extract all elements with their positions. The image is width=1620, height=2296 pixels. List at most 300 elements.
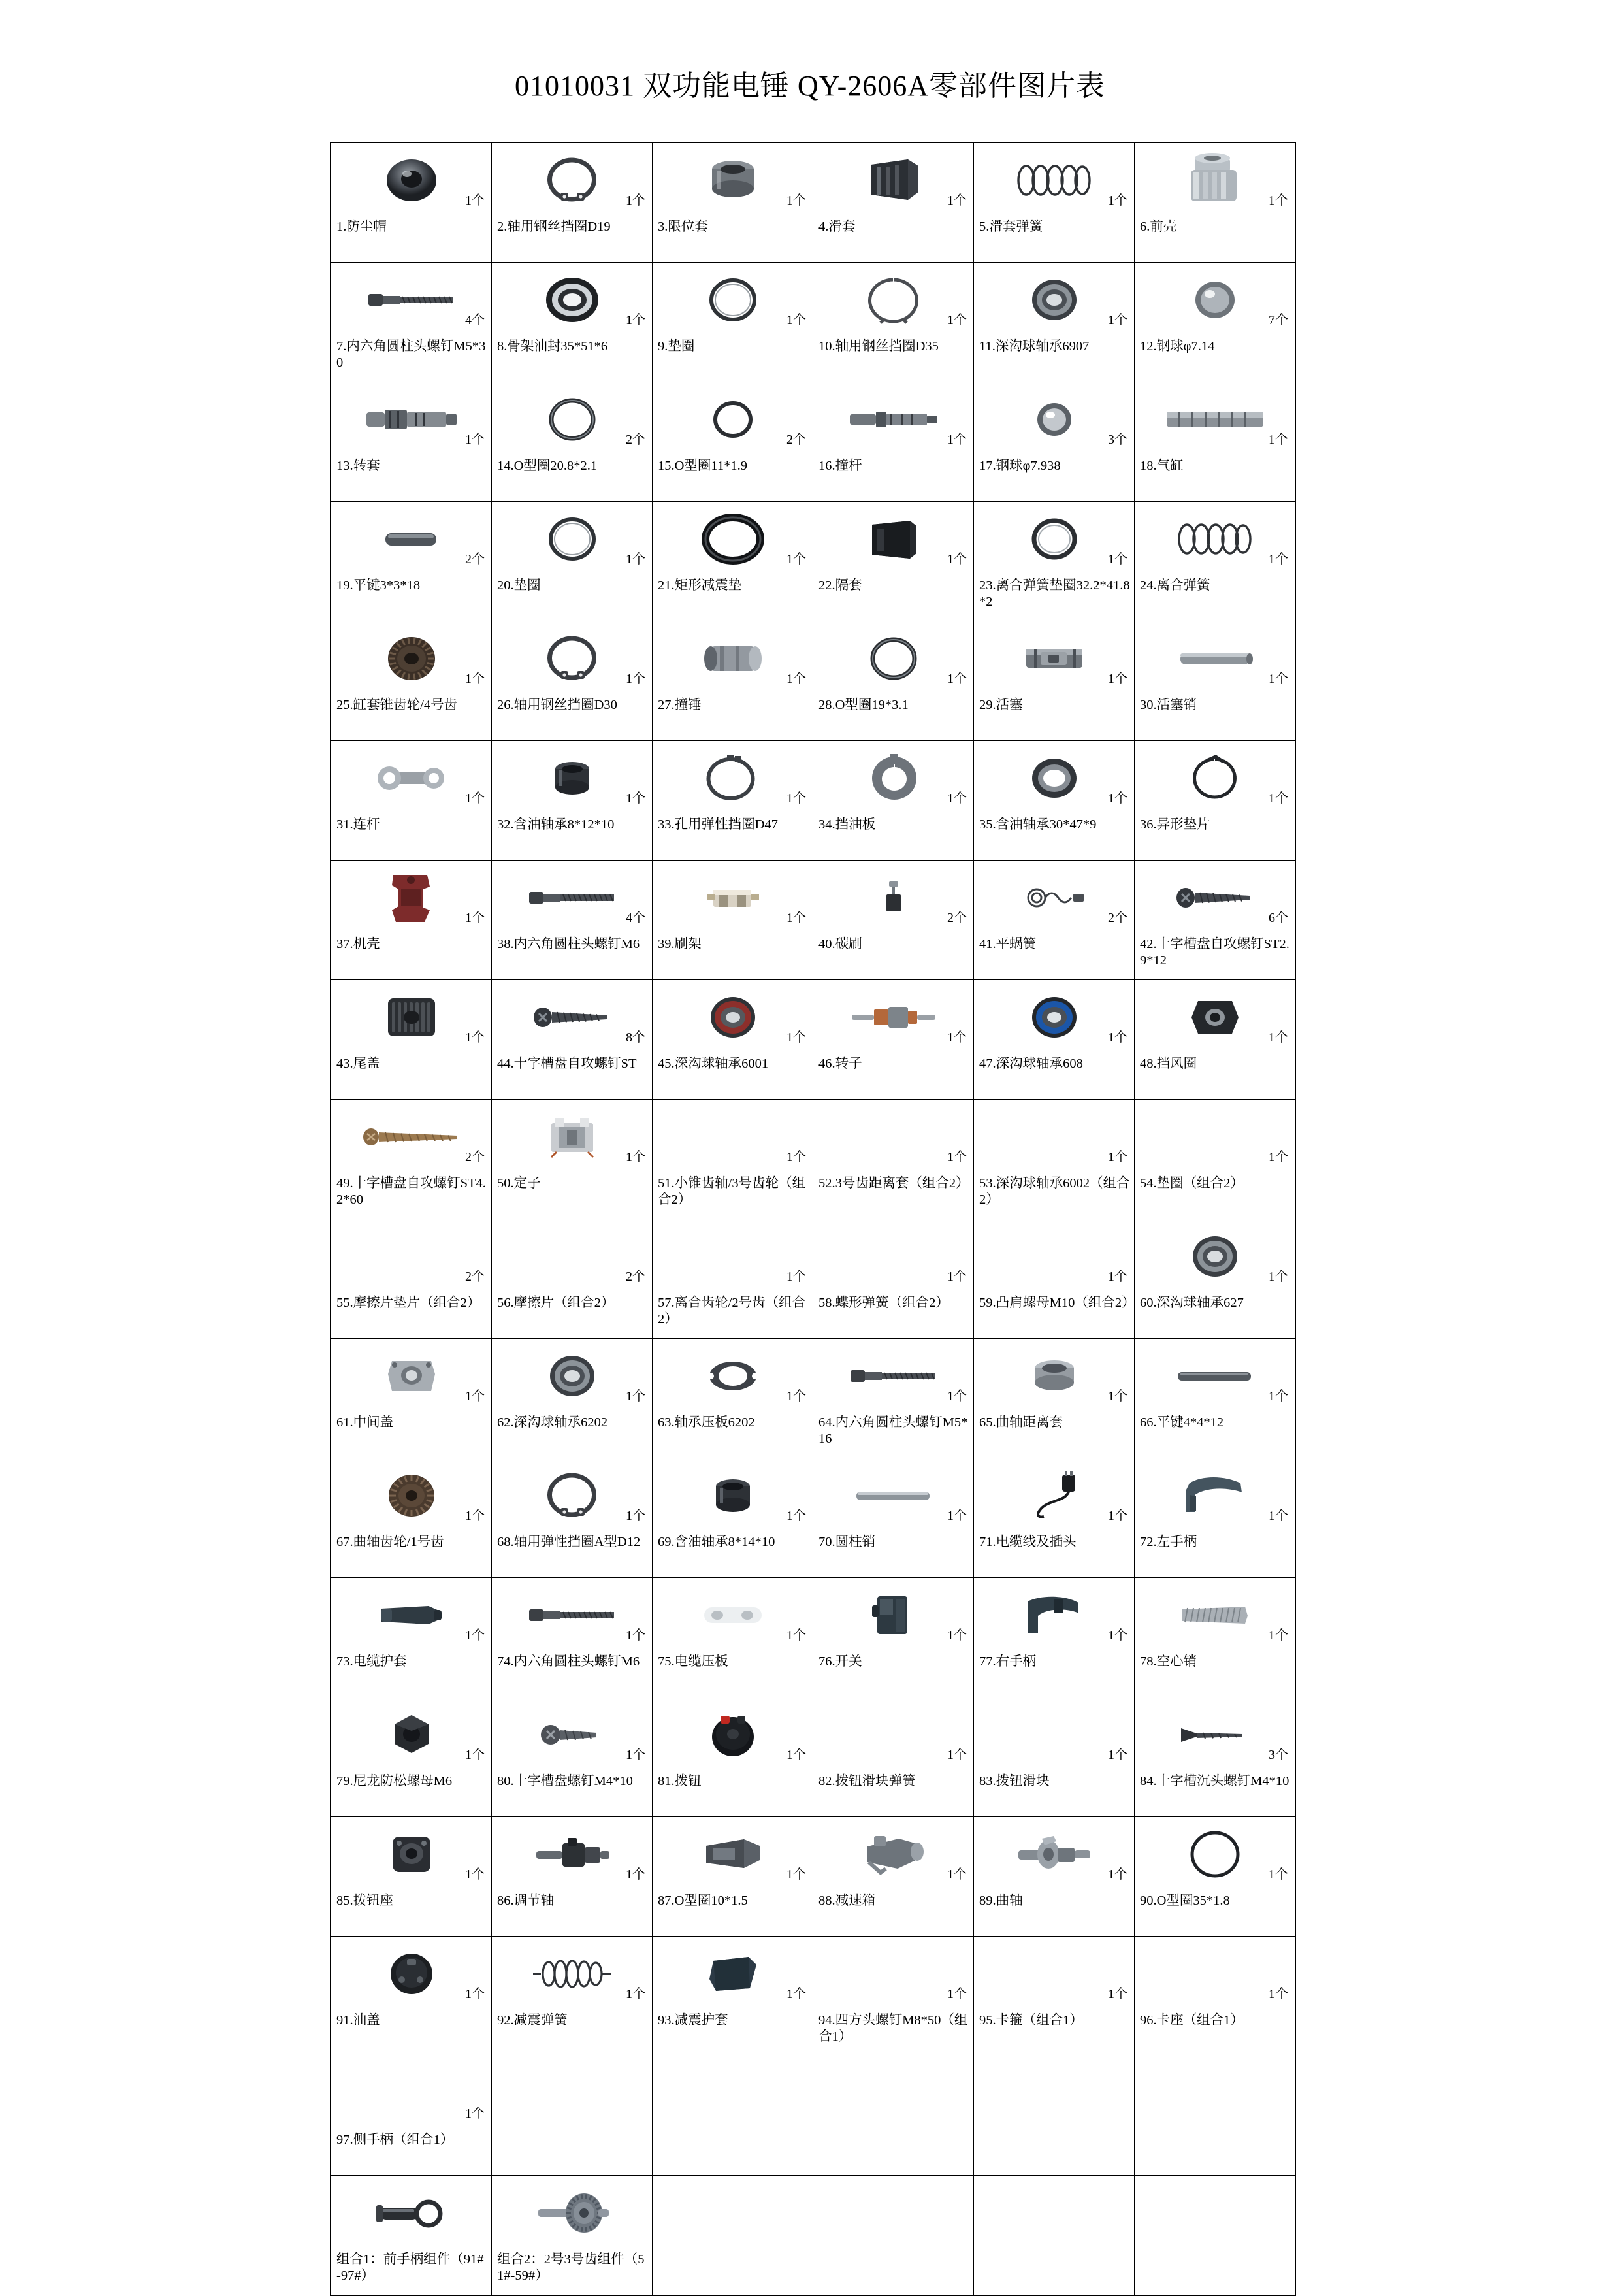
part-cell — [653, 142, 813, 263]
part-cell-inner — [492, 502, 652, 621]
part-quantity: 2个 — [1108, 911, 1127, 925]
part-quantity: 1个 — [947, 313, 967, 327]
part-label: 56.摩擦片（组合2） — [497, 1296, 615, 1310]
part-label: 23.离合弹簧垫圈32.2*41.8*2 — [979, 578, 1130, 609]
part-label: 78.空心销 — [1140, 1654, 1197, 1669]
part-quantity: 1个 — [626, 1867, 645, 1882]
part-cell-inner — [653, 1339, 813, 1458]
part-cell — [331, 1937, 492, 2056]
part-cell-inner — [653, 263, 813, 382]
part-cell — [813, 1458, 974, 1578]
part-cell — [492, 2176, 653, 2296]
table-row — [331, 1697, 1295, 1817]
part-quantity: 1个 — [1108, 552, 1127, 566]
part-label: 52.3号齿距离套（组合2） — [818, 1176, 969, 1190]
part-cell — [331, 142, 492, 263]
part-quantity: 1个 — [1108, 1270, 1127, 1284]
part-quantity: 1个 — [1108, 1987, 1127, 2001]
part-quantity: 1个 — [1269, 1628, 1288, 1643]
part-label: 70.圆柱销 — [818, 1535, 876, 1549]
part-cell-empty — [653, 2176, 813, 2296]
part-label: 87.O型圈10*1.5 — [658, 1894, 748, 1908]
part-cell-inner — [331, 2056, 491, 2175]
part-label: 45.深沟球轴承6001 — [658, 1057, 769, 1071]
part-quantity: 2个 — [786, 433, 806, 447]
part-cell-inner — [653, 1937, 813, 2056]
part-label: 35.含油轴承30*47*9 — [979, 817, 1097, 832]
part-label: 1.防尘帽 — [336, 220, 387, 234]
part-label: 9.垫圈 — [658, 339, 695, 353]
part-cell-inner — [492, 1100, 652, 1219]
part-label: 7.内六角圆柱头螺钉M5*30 — [336, 339, 486, 370]
part-cell-inner — [813, 1578, 973, 1697]
part-cell-inner — [813, 2056, 973, 2175]
part-cell — [331, 1100, 492, 1219]
part-label: 73.电缆护套 — [336, 1654, 407, 1669]
part-cell-empty — [492, 2056, 653, 2176]
part-quantity: 1个 — [626, 552, 645, 566]
part-cell — [1135, 621, 1296, 741]
part-cell — [1135, 1100, 1296, 1219]
part-cell — [1135, 861, 1296, 980]
part-quantity: 2个 — [626, 1270, 645, 1284]
part-label: 62.深沟球轴承6202 — [497, 1415, 608, 1430]
part-cell-inner — [1135, 1339, 1295, 1458]
part-cell — [331, 980, 492, 1100]
part-label: 77.右手柄 — [979, 1654, 1037, 1669]
part-cell-inner — [492, 621, 652, 740]
part-cell — [813, 1339, 974, 1458]
part-cell-inner — [1135, 2056, 1295, 2175]
part-cell — [974, 1100, 1135, 1219]
part-quantity: 4个 — [465, 313, 485, 327]
part-cell — [1135, 1219, 1296, 1339]
part-cell-inner — [974, 143, 1134, 262]
part-cell — [813, 263, 974, 382]
part-quantity: 1个 — [1269, 1867, 1288, 1882]
part-quantity: 1个 — [465, 1987, 485, 2001]
part-label: 96.卡座（组合1） — [1140, 2013, 1244, 2027]
part-cell — [813, 861, 974, 980]
part-label: 55.摩擦片垫片（组合2） — [336, 1296, 481, 1310]
part-quantity: 1个 — [626, 1628, 645, 1643]
part-cell-inner — [331, 1458, 491, 1577]
part-label: 75.电缆压板 — [658, 1654, 728, 1669]
table-row — [331, 2176, 1295, 2296]
part-quantity: 1个 — [786, 1150, 806, 1164]
part-quantity: 1个 — [626, 313, 645, 327]
part-cell-inner — [331, 143, 491, 262]
part-cell — [1135, 1937, 1296, 2056]
part-label: 10.轴用钢丝挡圈D35 — [818, 339, 939, 353]
part-label: 79.尼龙防松螺母M6 — [336, 1774, 453, 1788]
part-quantity: 1个 — [1269, 1509, 1288, 1523]
part-label: 13.转套 — [336, 459, 380, 473]
table-row — [331, 1578, 1295, 1697]
part-cell — [1135, 1578, 1296, 1697]
part-quantity: 1个 — [947, 1150, 967, 1164]
part-cell — [653, 1817, 813, 1937]
part-label: 54.垫圈（组合2） — [1140, 1176, 1244, 1190]
part-cell — [653, 382, 813, 502]
part-quantity: 1个 — [465, 1509, 485, 1523]
part-quantity: 1个 — [947, 552, 967, 566]
part-quantity: 1个 — [786, 1270, 806, 1284]
part-label: 74.内六角圆柱头螺钉M6 — [497, 1654, 640, 1669]
part-quantity: 1个 — [786, 552, 806, 566]
part-label: 82.拨钮滑块弹簧 — [818, 1774, 916, 1788]
part-cell-inner — [492, 1697, 652, 1816]
part-quantity: 1个 — [786, 1987, 806, 2001]
part-label: 38.内六角圆柱头螺钉M6 — [497, 937, 640, 951]
part-cell-inner — [974, 1697, 1134, 1816]
part-label: 32.含油轴承8*12*10 — [497, 817, 615, 832]
part-cell-inner — [974, 1100, 1134, 1219]
part-cell — [492, 980, 653, 1100]
part-label: 97.侧手柄（组合1） — [336, 2133, 454, 2147]
part-cell-empty — [653, 2056, 813, 2176]
gear-assembly-icon — [492, 2176, 652, 2246]
part-cell — [653, 1578, 813, 1697]
part-label: 50.定子 — [497, 1176, 541, 1190]
part-label: 85.拨钮座 — [336, 1894, 394, 1908]
part-cell-inner — [653, 1458, 813, 1577]
part-label: 30.活塞销 — [1140, 698, 1197, 712]
part-label: 24.离合弹簧 — [1140, 578, 1210, 593]
part-cell — [331, 1219, 492, 1339]
part-label: 67.曲轴齿轮/1号齿 — [336, 1535, 444, 1549]
part-cell — [974, 1458, 1135, 1578]
part-quantity: 1个 — [786, 672, 806, 686]
part-quantity: 1个 — [1108, 313, 1127, 327]
part-cell — [1135, 980, 1296, 1100]
part-quantity: 1个 — [1108, 1628, 1127, 1643]
part-label: 72.左手柄 — [1140, 1535, 1197, 1549]
part-quantity: 1个 — [1269, 193, 1288, 208]
part-quantity: 1个 — [465, 433, 485, 447]
part-cell-inner — [974, 502, 1134, 621]
part-cell-empty — [813, 2176, 974, 2296]
part-cell-inner — [331, 980, 491, 1099]
table-row — [331, 502, 1295, 621]
part-cell — [1135, 1697, 1296, 1817]
part-cell — [813, 1937, 974, 2056]
part-cell — [1135, 1817, 1296, 1937]
part-cell-inner — [974, 382, 1134, 501]
part-cell-inner — [653, 382, 813, 501]
part-label: 12.钢球φ7.14 — [1140, 339, 1215, 353]
table-row — [331, 980, 1295, 1100]
part-quantity: 1个 — [1269, 1270, 1288, 1284]
part-quantity: 2个 — [465, 1150, 485, 1164]
part-quantity: 1个 — [947, 672, 967, 686]
part-cell — [813, 1100, 974, 1219]
part-cell-inner — [492, 741, 652, 860]
part-label: 80.十字槽盘螺钉M4*10 — [497, 1774, 633, 1788]
part-cell-inner — [813, 382, 973, 501]
part-cell — [331, 621, 492, 741]
part-cell — [492, 502, 653, 621]
part-cell-inner — [331, 621, 491, 740]
part-label: 92.减震弹簧 — [497, 2013, 568, 2027]
part-cell-inner — [492, 143, 652, 262]
part-label: 41.平蜗簧 — [979, 937, 1037, 951]
part-cell — [492, 1697, 653, 1817]
parts-table — [330, 142, 1296, 2296]
part-cell-inner — [492, 1817, 652, 1936]
part-label: 27.撞锤 — [658, 698, 702, 712]
part-quantity: 1个 — [947, 1389, 967, 1403]
part-cell-inner — [1135, 1817, 1295, 1936]
part-cell — [331, 1697, 492, 1817]
part-cell — [974, 741, 1135, 861]
part-cell-inner — [653, 2056, 813, 2175]
part-label: 6.前壳 — [1140, 220, 1177, 234]
part-label: 90.O型圈35*1.8 — [1140, 1894, 1230, 1908]
part-quantity: 1个 — [465, 911, 485, 925]
table-row — [331, 621, 1295, 741]
part-cell-inner — [974, 1578, 1134, 1697]
parts-table-wrapper — [330, 142, 1290, 2296]
part-cell-inner — [653, 741, 813, 860]
part-cell — [813, 741, 974, 861]
part-cell — [492, 741, 653, 861]
part-cell — [331, 1458, 492, 1578]
part-cell — [492, 1219, 653, 1339]
part-cell — [813, 142, 974, 263]
part-label: 36.异形垫片 — [1140, 817, 1210, 832]
part-quantity: 1个 — [1108, 1150, 1127, 1164]
part-quantity: 8个 — [626, 1030, 645, 1045]
part-label: 84.十字槽沉头螺钉M4*10 — [1140, 1774, 1289, 1788]
part-cell — [974, 861, 1135, 980]
part-cell — [974, 1578, 1135, 1697]
part-label: 61.中间盖 — [336, 1415, 394, 1430]
part-label: 68.轴用弹性挡圈A型D12 — [497, 1535, 641, 1549]
part-quantity: 1个 — [1108, 1509, 1127, 1523]
part-label: 39.刷架 — [658, 937, 702, 951]
part-cell-inner — [813, 1100, 973, 1219]
part-label: 93.减震护套 — [658, 2013, 728, 2027]
part-cell — [492, 1817, 653, 1937]
part-label: 33.孔用弹性挡圈D47 — [658, 817, 778, 832]
part-label: 53.深沟球轴承6002（组合2） — [979, 1176, 1130, 1207]
part-cell-inner — [974, 1937, 1134, 2056]
table-row — [331, 1458, 1295, 1578]
part-quantity: 6个 — [1269, 911, 1288, 925]
part-label: 66.平键4*4*12 — [1140, 1415, 1224, 1430]
part-quantity: 1个 — [1269, 1150, 1288, 1164]
part-cell-inner — [331, 1339, 491, 1458]
part-cell-inner — [813, 1817, 973, 1936]
part-quantity: 1个 — [465, 1030, 485, 1045]
part-cell — [974, 142, 1135, 263]
part-quantity: 1个 — [947, 1867, 967, 1882]
part-cell-inner — [974, 1339, 1134, 1458]
table-row — [331, 1339, 1295, 1458]
part-label: 88.减速箱 — [818, 1894, 876, 1908]
part-cell — [653, 1697, 813, 1817]
part-quantity: 1个 — [947, 1270, 967, 1284]
part-quantity: 1个 — [786, 911, 806, 925]
part-quantity: 1个 — [465, 1628, 485, 1643]
part-cell-inner — [492, 1458, 652, 1577]
table-row — [331, 1100, 1295, 1219]
part-cell-inner — [492, 861, 652, 979]
part-cell-inner — [1135, 621, 1295, 740]
part-cell-inner — [331, 1100, 491, 1219]
part-quantity: 1个 — [1108, 1389, 1127, 1403]
part-quantity: 2个 — [465, 1270, 485, 1284]
part-cell — [974, 1339, 1135, 1458]
part-cell-inner — [813, 2176, 973, 2295]
part-cell-inner — [653, 1219, 813, 1338]
part-cell-inner — [492, 263, 652, 382]
part-quantity: 1个 — [1269, 433, 1288, 447]
part-cell — [492, 621, 653, 741]
part-quantity: 1个 — [626, 1150, 645, 1164]
part-cell-inner — [653, 502, 813, 621]
part-cell-inner — [331, 1219, 491, 1338]
part-cell-inner — [653, 143, 813, 262]
table-row — [331, 263, 1295, 382]
part-cell — [974, 1697, 1135, 1817]
part-label: 40.碳刷 — [818, 937, 862, 951]
part-cell — [331, 263, 492, 382]
part-cell — [331, 1817, 492, 1937]
part-cell-empty — [974, 2176, 1135, 2296]
table-row — [331, 142, 1295, 263]
part-cell-inner — [492, 980, 652, 1099]
part-quantity: 1个 — [786, 1867, 806, 1882]
part-label: 4.滑套 — [818, 220, 856, 234]
part-label: 34.挡油板 — [818, 817, 876, 832]
part-cell — [331, 1339, 492, 1458]
part-cell — [813, 1817, 974, 1937]
part-cell — [1135, 741, 1296, 861]
part-quantity: 1个 — [947, 193, 967, 208]
part-cell — [492, 1100, 653, 1219]
part-cell — [813, 502, 974, 621]
part-cell — [1135, 263, 1296, 382]
part-cell-empty — [1135, 2176, 1296, 2296]
part-cell — [492, 142, 653, 263]
part-label: 15.O型圈11*1.9 — [658, 459, 748, 473]
part-label: 64.内六角圆柱头螺钉M5*16 — [818, 1415, 968, 1446]
part-quantity: 1个 — [947, 1628, 967, 1643]
part-cell-inner — [331, 1578, 491, 1697]
part-cell-empty — [813, 2056, 974, 2176]
part-cell — [813, 1219, 974, 1339]
part-label: 76.开关 — [818, 1654, 862, 1669]
part-quantity: 1个 — [1269, 1987, 1288, 2001]
part-cell — [813, 1578, 974, 1697]
part-label: 94.四方头螺钉M8*50（组合1） — [818, 2013, 968, 2044]
part-label: 28.O型圈19*3.1 — [818, 698, 909, 712]
part-cell-inner — [974, 2176, 1134, 2295]
part-cell — [1135, 1458, 1296, 1578]
part-cell — [1135, 502, 1296, 621]
part-quantity: 1个 — [1269, 791, 1288, 806]
part-cell — [813, 382, 974, 502]
part-cell — [653, 1937, 813, 2056]
part-cell-inner — [1135, 1937, 1295, 2056]
part-cell — [1135, 142, 1296, 263]
part-quantity: 1个 — [1108, 193, 1127, 208]
part-cell — [331, 1578, 492, 1697]
part-cell — [974, 1817, 1135, 1937]
part-cell-inner — [974, 980, 1134, 1099]
part-label: 5.滑套弹簧 — [979, 220, 1043, 234]
part-cell-inner — [653, 980, 813, 1099]
part-cell-inner — [653, 2176, 813, 2295]
part-cell-inner — [331, 502, 491, 621]
part-cell — [974, 263, 1135, 382]
part-cell-inner — [331, 382, 491, 501]
part-label: 86.调节轴 — [497, 1894, 555, 1908]
part-cell — [813, 980, 974, 1100]
part-label: 49.十字槽盘自攻螺钉ST4.2*60 — [336, 1176, 486, 1207]
part-label: 46.转子 — [818, 1057, 862, 1071]
part-cell-empty — [974, 2056, 1135, 2176]
part-quantity: 2个 — [626, 433, 645, 447]
part-cell — [974, 621, 1135, 741]
part-cell — [492, 1937, 653, 2056]
part-cell-inner — [1135, 861, 1295, 979]
part-cell-inner — [492, 1219, 652, 1338]
part-quantity: 1个 — [465, 1867, 485, 1882]
part-cell-inner — [331, 741, 491, 860]
part-cell-inner — [653, 1817, 813, 1936]
part-label: 19.平键3*3*18 — [336, 578, 421, 593]
part-cell-inner — [974, 1817, 1134, 1936]
part-cell — [492, 1339, 653, 1458]
part-cell-inner — [1135, 1697, 1295, 1816]
part-cell-inner — [813, 502, 973, 621]
part-cell — [653, 1339, 813, 1458]
part-label: 14.O型圈20.8*2.1 — [497, 459, 598, 473]
part-cell-inner — [331, 2176, 491, 2295]
part-label: 95.卡箍（组合1） — [979, 2013, 1083, 2027]
part-cell-inner — [813, 741, 973, 860]
part-quantity: 1个 — [626, 193, 645, 208]
part-cell-inner — [492, 2056, 652, 2175]
part-cell-inner — [813, 1937, 973, 2056]
part-quantity: 1个 — [465, 193, 485, 208]
part-cell-inner — [974, 1458, 1134, 1577]
part-cell — [653, 263, 813, 382]
part-cell — [1135, 1339, 1296, 1458]
part-cell-inner — [1135, 1219, 1295, 1338]
part-cell-inner — [1135, 1458, 1295, 1577]
part-cell-inner — [813, 1339, 973, 1458]
part-label: 71.电缆线及插头 — [979, 1535, 1077, 1549]
part-label: 2.轴用钢丝挡圈D19 — [497, 220, 611, 234]
part-quantity: 1个 — [1108, 791, 1127, 806]
part-label: 83.拨钮滑块 — [979, 1774, 1050, 1788]
part-quantity: 1个 — [1269, 552, 1288, 566]
part-cell-inner — [1135, 382, 1295, 501]
part-label: 11.深沟球轴承6907 — [979, 339, 1090, 353]
part-cell — [492, 1458, 653, 1578]
part-cell-inner — [653, 861, 813, 979]
part-cell-inner — [1135, 263, 1295, 382]
part-quantity: 1个 — [786, 1030, 806, 1045]
part-quantity: 3个 — [1108, 433, 1127, 447]
part-label: 组合2：2号3号齿组件（51#-59#） — [497, 2252, 645, 2283]
part-quantity: 1个 — [465, 2107, 485, 2121]
part-label: 21.矩形减震垫 — [658, 578, 742, 593]
